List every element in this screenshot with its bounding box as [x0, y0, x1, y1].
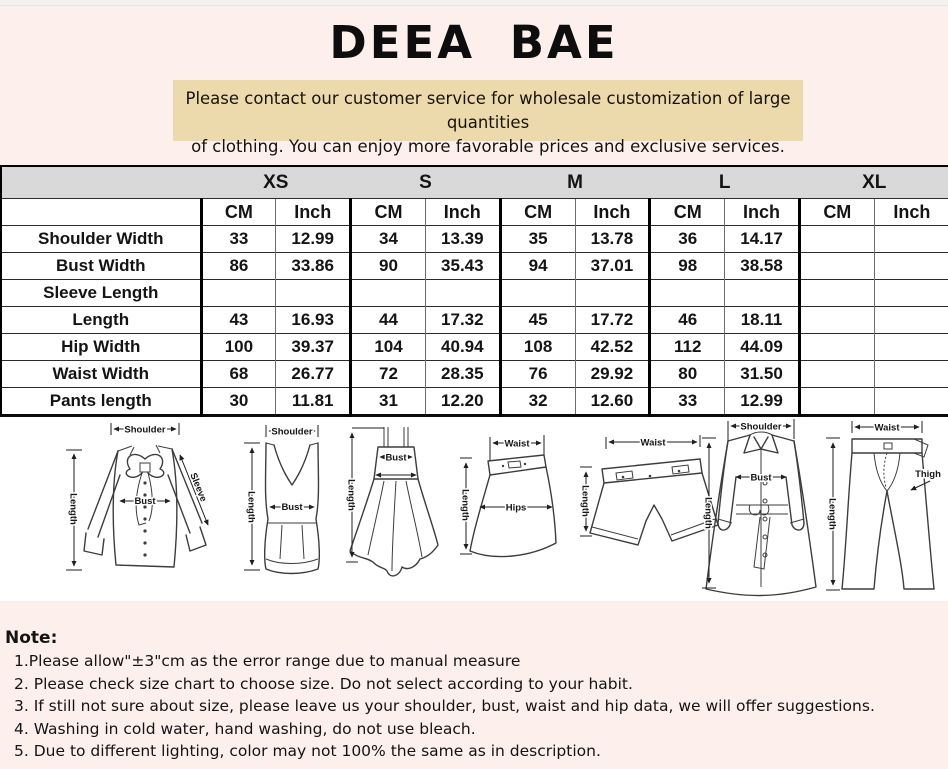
size-value-cell: 13.78: [575, 226, 650, 253]
size-value-cell: [500, 280, 575, 307]
size-header-s: S: [351, 166, 501, 199]
top-edge-strip: [0, 0, 948, 6]
tank-bust-label: Bust: [281, 502, 303, 513]
size-value-cell: 72: [351, 361, 426, 388]
size-row: [1, 307, 948, 334]
measure-label: Length: [1, 307, 201, 334]
unit-cm-header: CM: [650, 199, 725, 226]
size-value-cell: [874, 307, 948, 334]
size-value-cell: 30: [201, 388, 276, 416]
size-value-cell: [725, 280, 800, 307]
unit-cm-header: CM: [201, 199, 276, 226]
unit-inch-header: Inch: [276, 199, 351, 226]
blouse-shoulder-label: Shoulder: [124, 424, 166, 436]
size-value-cell: 17.72: [575, 307, 650, 334]
coat-bust-label: Bust: [750, 472, 772, 484]
size-value-cell: 40.94: [425, 334, 500, 361]
size-value-cell: [799, 280, 874, 307]
notes-section: [0, 601, 948, 763]
tank-shoulder-label: Shoulder: [271, 426, 313, 438]
pants-length-label: Length: [826, 498, 838, 530]
size-value-cell: [799, 388, 874, 416]
size-value-cell: [799, 307, 874, 334]
size-value-cell: 68: [201, 361, 276, 388]
size-value-cell: 13.39: [425, 226, 500, 253]
size-row: [1, 361, 948, 388]
unit-cm-header: CM: [500, 199, 575, 226]
size-value-cell: 35.43: [425, 253, 500, 280]
size-value-cell: 38.58: [725, 253, 800, 280]
size-value-cell: [874, 361, 948, 388]
unit-inch-header: Inch: [425, 199, 500, 226]
size-row: [1, 280, 948, 307]
size-value-cell: 29.92: [575, 361, 650, 388]
size-value-cell: [425, 280, 500, 307]
size-value-cell: 16.93: [276, 307, 351, 334]
tank-length-label: Length: [245, 491, 257, 523]
size-value-cell: [874, 334, 948, 361]
size-value-cell: 80: [650, 361, 725, 388]
size-value-cell: 26.77: [276, 361, 351, 388]
size-value-cell: 39.37: [276, 334, 351, 361]
size-row: [1, 226, 948, 253]
size-value-cell: [650, 280, 725, 307]
brand-title: DEEA BAE: [329, 16, 619, 69]
size-value-cell: 44: [351, 307, 426, 334]
measure-label: Hip Width: [1, 334, 201, 361]
size-value-cell: 94: [500, 253, 575, 280]
size-row: [1, 253, 948, 280]
coat-diagram: [690, 417, 832, 599]
notice-line-1: Please contact our customer service for wholesale customization of large quantities: [185, 89, 791, 132]
measure-label: Shoulder Width: [1, 226, 201, 253]
corner-cell: [1, 166, 201, 199]
size-value-cell: [575, 280, 650, 307]
size-value-cell: 33.86: [276, 253, 351, 280]
size-value-cell: 108: [500, 334, 575, 361]
wholesale-notice: [173, 80, 803, 156]
dress-length-label: Length: [345, 479, 357, 511]
size-value-cell: 43: [201, 307, 276, 334]
size-value-cell: 36: [650, 226, 725, 253]
note-item-3: 3. If still not sure about size, please leave us your shoulder, bust, waist and hip data, we will offer suggestions.: [14, 697, 875, 715]
measure-label: Sleeve Length: [1, 280, 201, 307]
size-value-cell: [276, 280, 351, 307]
size-value-cell: 104: [351, 334, 426, 361]
skirt-diagram: [456, 433, 566, 581]
unit-inch-header: Inch: [575, 199, 650, 226]
blouse-bust-label: Bust: [134, 496, 156, 507]
size-table: [0, 165, 948, 417]
size-value-cell: [799, 361, 874, 388]
size-value-cell: [874, 226, 948, 253]
size-header-xs: XS: [201, 166, 351, 199]
size-value-cell: 34: [351, 226, 426, 253]
size-value-cell: 46: [650, 307, 725, 334]
size-value-cell: 86: [201, 253, 276, 280]
measure-label: Waist Width: [1, 361, 201, 388]
unit-inch-header: Inch: [725, 199, 800, 226]
measure-label: Bust Width: [1, 253, 201, 280]
size-value-cell: 44.09: [725, 334, 800, 361]
notes-title: Note:: [5, 628, 58, 648]
size-value-cell: 35: [500, 226, 575, 253]
pants-diagram: [818, 419, 946, 597]
size-value-cell: 32: [500, 388, 575, 416]
blouse-diagram: [56, 421, 226, 593]
size-value-cell: 37.01: [575, 253, 650, 280]
size-value-cell: 100: [201, 334, 276, 361]
size-value-cell: 31: [351, 388, 426, 416]
note-item-5: 5. Due to different lighting, color may not 100% the same as in description.: [14, 742, 601, 760]
measure-label-header: [1, 199, 201, 226]
size-header-m: M: [500, 166, 650, 199]
size-value-cell: 90: [351, 253, 426, 280]
notice-line-2: of clothing. You can enjoy more favorable prices and exclusive services.: [191, 137, 785, 156]
coat-length-label: Length: [702, 497, 714, 529]
dress-bust-label: Bust: [385, 452, 407, 464]
size-value-cell: 12.20: [425, 388, 500, 416]
unit-cm-header: CM: [351, 199, 426, 226]
size-value-cell: 12.60: [575, 388, 650, 416]
size-value-cell: 76: [500, 361, 575, 388]
size-value-cell: 45: [500, 307, 575, 334]
size-value-cell: 14.17: [725, 226, 800, 253]
note-item-2: 2. Please check size chart to choose size. Do not select according to your habit.: [14, 674, 633, 693]
size-value-cell: 12.99: [276, 226, 351, 253]
coat-shoulder-label: Shoulder: [740, 421, 782, 433]
size-value-cell: 12.99: [725, 388, 800, 416]
skirt-waist-label: Waist: [504, 438, 530, 450]
size-row: [1, 388, 948, 416]
size-value-cell: [874, 280, 948, 307]
size-value-cell: 98: [650, 253, 725, 280]
tank-top-diagram: [240, 423, 340, 591]
measure-label: Pants length: [1, 388, 201, 416]
size-value-cell: 33: [650, 388, 725, 416]
size-value-cell: 18.11: [725, 307, 800, 334]
size-value-cell: [799, 334, 874, 361]
size-row: [1, 334, 948, 361]
size-value-cell: 112: [650, 334, 725, 361]
note-item-1: 1.Please allow"±3"cm as the error range due to manual measure: [14, 652, 521, 670]
size-value-cell: [351, 280, 426, 307]
size-value-cell: [799, 226, 874, 253]
size-value-cell: [874, 253, 948, 280]
size-value-cell: 17.32: [425, 307, 500, 334]
unit-cm-header: CM: [799, 199, 874, 226]
size-value-cell: 11.81: [276, 388, 351, 416]
size-header-row: [1, 166, 948, 199]
size-value-cell: 28.35: [425, 361, 500, 388]
unit-inch-header: Inch: [874, 199, 948, 226]
skirt-length-label: Length: [459, 489, 471, 521]
blouse-length-label: Length: [67, 493, 79, 525]
dress-diagram: [340, 421, 450, 589]
size-value-cell: [874, 388, 948, 416]
size-value-cell: [201, 280, 276, 307]
size-value-cell: 42.52: [575, 334, 650, 361]
pants-thigh-label: Thigh: [915, 469, 941, 480]
blouse-sleeve-label: Sleeve: [187, 471, 209, 504]
skirt-hips-label: Hips: [505, 502, 527, 514]
shorts-waist-label: Waist: [640, 437, 666, 449]
note-item-4: 4. Washing in cold water, hand washing, do not use bleach.: [14, 719, 476, 738]
size-header-l: L: [650, 166, 800, 199]
pants-waist-label: Waist: [874, 422, 900, 434]
measurement-diagrams: [0, 417, 948, 601]
shorts-length-label: Length: [579, 485, 591, 517]
size-header-xl: XL: [799, 166, 948, 199]
size-value-cell: 31.50: [725, 361, 800, 388]
units-header-row: [1, 199, 948, 226]
size-value-cell: [799, 253, 874, 280]
size-value-cell: 33: [201, 226, 276, 253]
